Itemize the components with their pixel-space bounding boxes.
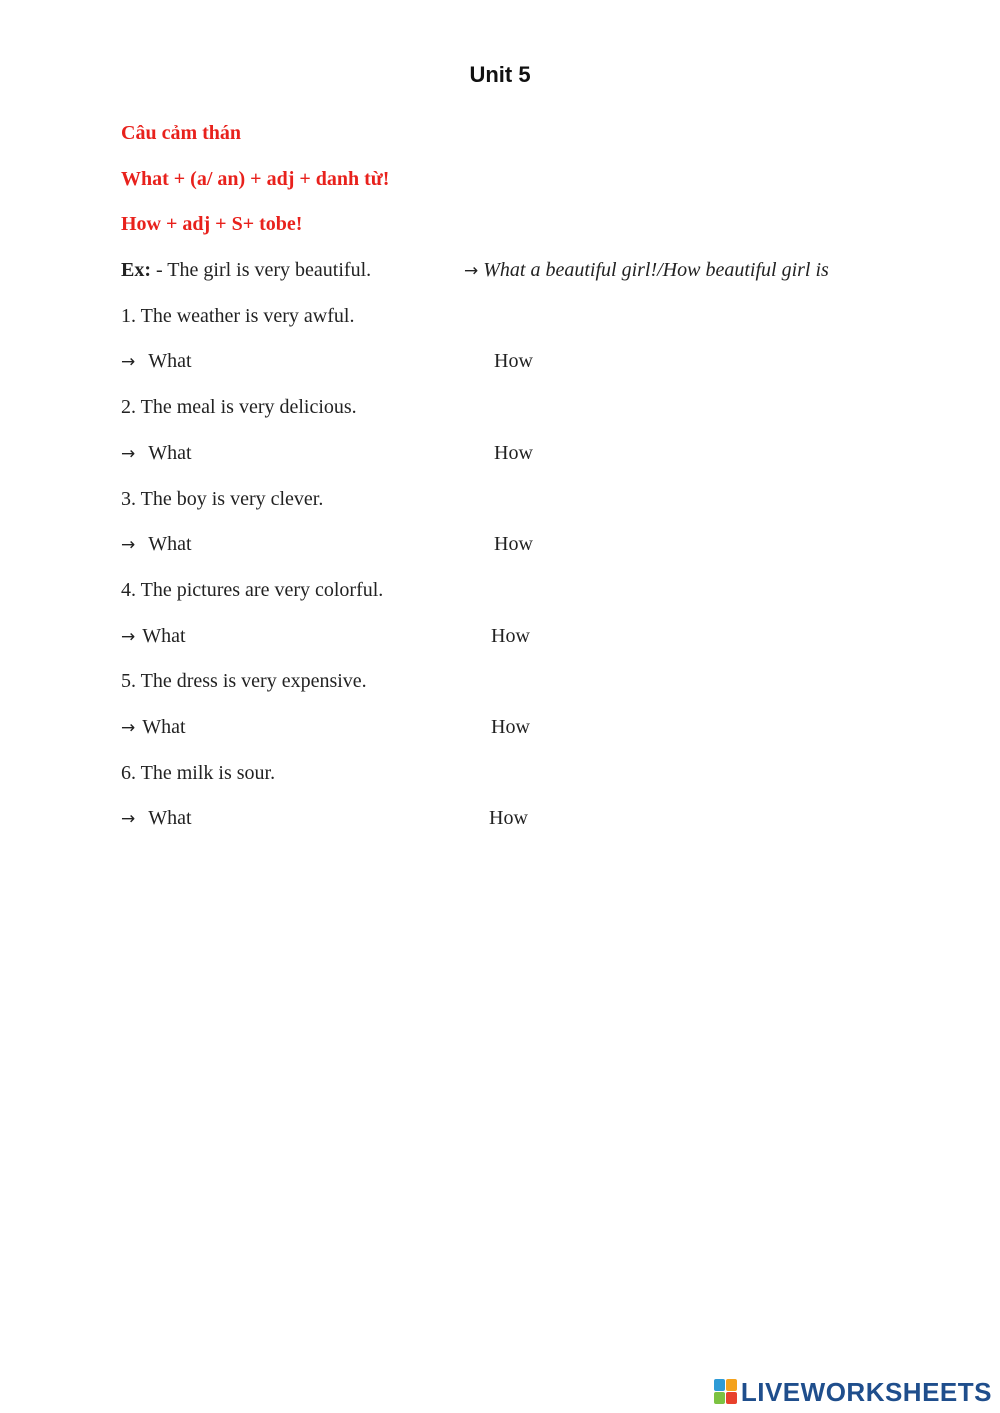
what-label: What bbox=[148, 533, 192, 555]
how-label: How bbox=[489, 807, 528, 829]
how-label: How bbox=[494, 442, 533, 464]
what-label: What bbox=[148, 807, 192, 829]
example-answer: What a beautiful girl!/How beautiful girl is bbox=[483, 259, 829, 281]
example-sentence: - The girl is very beautiful. bbox=[156, 259, 372, 281]
exercise-sentence: 2. The meal is very delicious. bbox=[121, 396, 357, 418]
rule-what: What + (a/ an) + adj + danh từ! bbox=[121, 168, 390, 190]
what-label: What bbox=[148, 442, 192, 464]
exercise-sentence: 3. The boy is very clever. bbox=[121, 488, 324, 510]
arrow-icon: → bbox=[121, 627, 136, 647]
exercise-what-row bbox=[121, 350, 192, 373]
how-label: How bbox=[491, 625, 530, 647]
liveworksheets-logo[interactable] bbox=[714, 1377, 992, 1407]
example-line bbox=[121, 259, 371, 282]
arrow-icon: → bbox=[121, 718, 136, 738]
exercise-what-row bbox=[121, 807, 192, 830]
arrow-icon: → bbox=[464, 261, 479, 281]
exercise-what-row bbox=[121, 716, 186, 739]
how-label: How bbox=[494, 533, 533, 555]
rule-how: How + adj + S+ tobe! bbox=[121, 213, 303, 235]
logo-icon bbox=[714, 1379, 738, 1405]
what-label: What bbox=[142, 625, 186, 647]
what-label: What bbox=[142, 716, 186, 738]
exercise-sentence: 4. The pictures are very colorful. bbox=[121, 579, 384, 601]
arrow-icon: → bbox=[121, 809, 136, 829]
example-answer-line bbox=[464, 259, 829, 282]
exercise-sentence: 5. The dress is very expensive. bbox=[121, 670, 367, 692]
arrow-icon: → bbox=[121, 352, 136, 372]
logo-text: LIVEWORKSHEETS bbox=[740, 1376, 992, 1407]
how-label: How bbox=[494, 350, 533, 372]
example-label: Ex: bbox=[121, 259, 151, 281]
exercise-what-row bbox=[121, 625, 186, 648]
exercise-sentence: 1. The weather is very awful. bbox=[121, 305, 355, 327]
exercise-sentence: 6. The milk is sour. bbox=[121, 762, 276, 784]
how-label: How bbox=[491, 716, 530, 738]
grammar-heading: Câu cảm thán bbox=[121, 122, 242, 144]
exercise-what-row bbox=[121, 442, 192, 465]
page-title: Unit 5 bbox=[469, 62, 531, 87]
what-label: What bbox=[148, 350, 192, 372]
exercise-what-row bbox=[121, 533, 192, 556]
arrow-icon: → bbox=[121, 535, 136, 555]
arrow-icon: → bbox=[121, 444, 136, 464]
